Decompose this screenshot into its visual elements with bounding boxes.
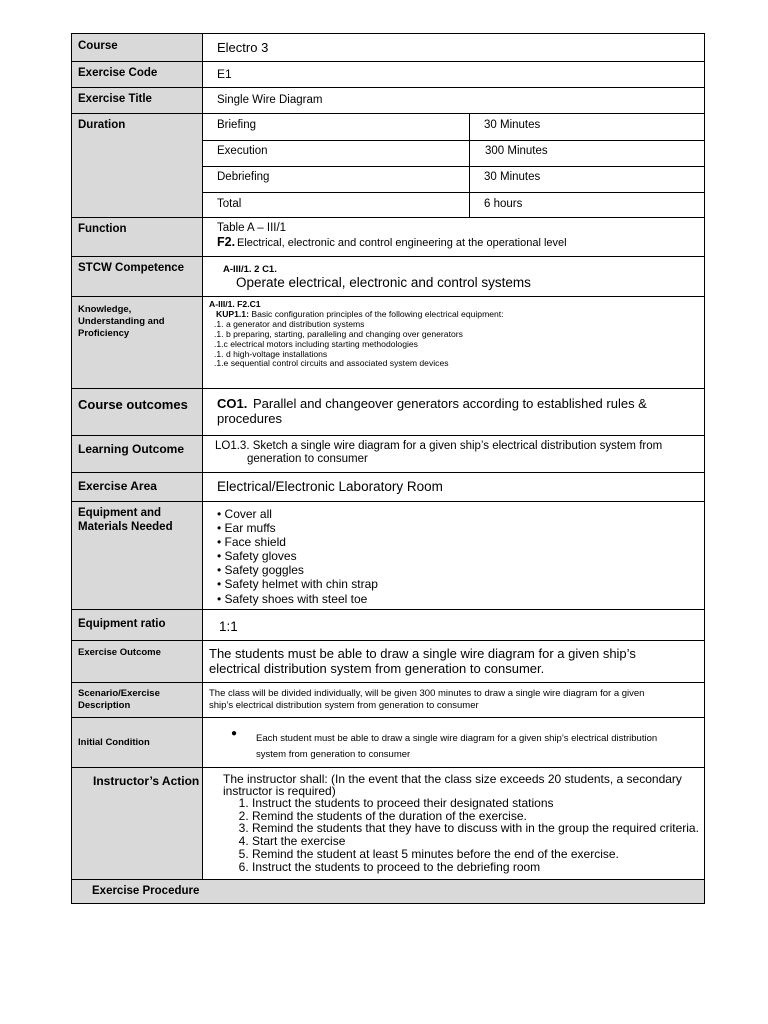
duration-row-execution bbox=[203, 140, 704, 166]
duration-row-total bbox=[203, 192, 704, 218]
duration-time: 6 hours bbox=[484, 198, 523, 210]
row-exercise-area bbox=[72, 472, 704, 501]
instructor-step: 1. Instruct the students to proceed their designated stations bbox=[252, 797, 699, 810]
course-outcomes-label: Course outcomes bbox=[78, 397, 188, 412]
exercise-code-label: Exercise Code bbox=[78, 67, 158, 79]
duration-name: Execution bbox=[217, 145, 268, 157]
equipment-item: • Safety gloves bbox=[217, 549, 297, 564]
function-code: F2. bbox=[217, 235, 236, 249]
kup-label-line: Proficiency bbox=[78, 328, 130, 339]
exercise-title-value: Single Wire Diagram bbox=[217, 94, 323, 106]
equipment-ratio-label: Equipment ratio bbox=[78, 618, 166, 630]
row-scenario bbox=[72, 682, 704, 717]
function-text: Electrical, electronic and control engineering at the operational level bbox=[237, 237, 567, 249]
learning-outcome-text: LO1.3. Sketch a single wire diagram for a given ship’s electrical distribution system from bbox=[215, 440, 663, 452]
duration-time: 30 Minutes bbox=[484, 171, 541, 183]
exercise-outcome-text: electrical distribution system from generation to consumer. bbox=[209, 661, 545, 676]
scenario-text: ship’s electrical distribution system from generation to consumer bbox=[209, 700, 479, 711]
scenario-label-line: Scenario/Exercise bbox=[78, 688, 160, 699]
exercise-area-value: Electrical/Electronic Laboratory Room bbox=[217, 479, 443, 494]
exercise-code-value: E1 bbox=[217, 67, 232, 81]
learning-outcome-text: generation to consumer bbox=[247, 453, 368, 465]
kup-content bbox=[209, 300, 504, 369]
function-table-ref: Table A – III/1 bbox=[217, 222, 287, 234]
row-exercise-code bbox=[72, 61, 704, 87]
initial-condition-text: Each student must be able to draw a single wire diagram for a given ship’s electrical distribution bbox=[256, 733, 658, 744]
stcw-label: STCW Competence bbox=[78, 262, 185, 274]
instructor-steps-list bbox=[234, 797, 699, 873]
initial-condition-text: system from generation to consumer bbox=[256, 749, 411, 760]
equipment-item: • Face shield bbox=[217, 535, 286, 550]
kup-label-line: Understanding and bbox=[78, 316, 165, 327]
equipment-item: • Cover all bbox=[217, 507, 272, 521]
initial-condition-label: Initial Condition bbox=[78, 737, 150, 748]
row-duration bbox=[72, 113, 704, 217]
scenario-label-line: Description bbox=[78, 700, 131, 711]
row-exercise-title bbox=[72, 87, 704, 113]
row-course-outcomes bbox=[72, 388, 704, 435]
equipment-item: • Safety goggles bbox=[217, 563, 304, 578]
instructor-step: 2. Remind the students of the duration of the exercise. bbox=[252, 810, 699, 823]
equipment-item: • Ear muffs bbox=[217, 521, 276, 536]
course-label: Course bbox=[78, 40, 118, 52]
kup-item: .1. b preparing, starting, paralleling and changing over generators bbox=[214, 328, 463, 339]
stcw-code: A-III/1. 2 C1. bbox=[223, 264, 277, 275]
row-stcw-competence bbox=[72, 256, 704, 296]
row-equipment-ratio bbox=[72, 609, 704, 640]
stcw-text: Operate electrical, electronic and control systems bbox=[236, 275, 531, 290]
exercise-area-label: Exercise Area bbox=[78, 479, 157, 493]
duration-name: Total bbox=[217, 198, 242, 210]
learning-outcome-label: Learning Outcome bbox=[78, 442, 185, 456]
bullet-icon: ● bbox=[231, 728, 238, 739]
duration-row-briefing bbox=[203, 114, 704, 140]
row-exercise-outcome bbox=[72, 640, 704, 682]
function-label: Function bbox=[78, 223, 127, 235]
duration-time: 300 Minutes bbox=[485, 145, 548, 157]
row-learning-outcome bbox=[72, 435, 704, 472]
scenario-text: The class will be divided individually, will be given 300 minutes to draw a single wire diagram for a given bbox=[209, 688, 645, 699]
exercise-outcome-label: Exercise Outcome bbox=[78, 647, 161, 658]
instructor-action-label: Instructor’s Action bbox=[93, 774, 200, 788]
kup-label-line: Knowledge, bbox=[78, 304, 132, 315]
duration-time: 30 Minutes bbox=[484, 119, 541, 131]
row-initial-condition bbox=[72, 717, 704, 767]
duration-row-debriefing bbox=[203, 166, 704, 192]
row-instructor-action bbox=[72, 767, 704, 879]
course-value: Electro 3 bbox=[217, 40, 269, 55]
duration-name: Briefing bbox=[217, 119, 256, 131]
kup-subtext: Basic configuration principles of the following electrical equipment: bbox=[251, 308, 504, 319]
equipment-ratio-value: 1:1 bbox=[219, 619, 238, 634]
kup-item: .1.c electrical motors including starting methodologies bbox=[214, 338, 418, 349]
equipment-label-line: Materials Needed bbox=[78, 521, 173, 533]
equipment-label-line: Equipment and bbox=[78, 507, 162, 519]
kup-item: .1.e sequential control circuits and associated system devices bbox=[214, 358, 449, 369]
row-function bbox=[72, 217, 704, 256]
instructor-step: 3. Remind the students that they have to discuss with in the group the required criteria. bbox=[252, 822, 699, 835]
row-course bbox=[72, 34, 704, 61]
course-outcomes-code: CO1. bbox=[217, 396, 248, 411]
instructor-action-intro: The instructor shall: (In the event that the class size exceeds 20 students, a secondary bbox=[223, 772, 682, 786]
equipment-list bbox=[217, 507, 378, 606]
exercise-title-label: Exercise Title bbox=[78, 93, 152, 105]
equipment-item: • Safety shoes with steel toe bbox=[217, 591, 368, 606]
kup-subcode: KUP1.1: bbox=[216, 308, 249, 319]
instructor-step: 5. Remind the student at least 5 minutes before the end of the exercise. bbox=[252, 848, 699, 861]
exercise-procedure-label: Exercise Procedure bbox=[92, 885, 200, 897]
exercise-outcome-text: The students must be able to draw a single wire diagram for a given ship’s bbox=[209, 646, 636, 661]
instructor-step: 4. Start the exercise bbox=[252, 835, 699, 848]
exercise-sheet-table bbox=[71, 33, 705, 904]
kup-code: A-III/1. F2.C1 bbox=[209, 299, 261, 309]
duration-name: Debriefing bbox=[217, 171, 270, 183]
course-outcomes-text: Parallel and changeover generators according to established rules & bbox=[253, 396, 647, 411]
equipment-item: • Safety helmet with chin strap bbox=[217, 577, 378, 592]
row-equipment bbox=[72, 501, 704, 609]
kup-item: .1. d high-voltage installations bbox=[214, 348, 328, 359]
row-kup bbox=[72, 296, 704, 388]
course-outcomes-text: procedures bbox=[217, 411, 283, 426]
duration-label: Duration bbox=[78, 119, 126, 131]
row-exercise-procedure bbox=[72, 879, 704, 903]
instructor-step: 6. Instruct the students to proceed to the debriefing room bbox=[252, 861, 699, 874]
instructor-action-intro: instructor is required) bbox=[223, 784, 336, 798]
kup-item: .1. a generator and distribution systems bbox=[214, 318, 365, 329]
